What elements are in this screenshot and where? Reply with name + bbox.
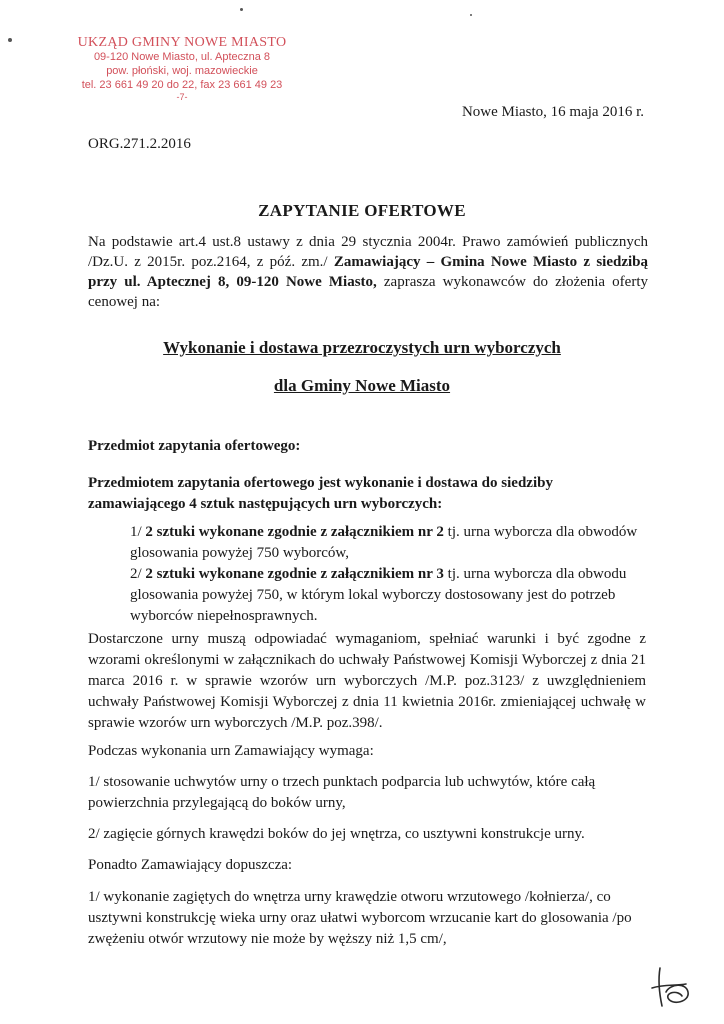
list-item [130,522,646,564]
item-number: 1/ [130,524,146,540]
reference-number: ORG.271.2.2016 [88,136,191,152]
intro-client-bold: Zamawiający – Gmina Nowe Miasto z siedzibą przy ul. Aptecznej 8, 09-120 Nowe Miasto, [88,254,648,290]
stamp-office-name: UKZĄD GMINY NOWE MIASTO [77,35,287,50]
subject-title-line1: Wykonanie i dostawa przezroczystych urn wyborczych [163,338,561,357]
requirement-2: 2/ zagięcie górnych krawędzi boków do jej wnętrza, co usztywni konstrukcje urny. [88,826,585,842]
allowance-1: 1/ wykonanie zagiętych do wnętrza urny krawędzie otworu wrzutowego /kołnierza/, co usztywni konstrukcję wieka urny oraz ułatwi wyborcom wrzucanie kart do glosowania /po zwężeniu otwór wrzutowy nie może by węższy niż 1,5 cm/, [88,889,632,947]
item-bold: 2 sztuki wykonane zgodnie z załącznikiem nr 2 [145,524,444,540]
delivery-paragraph: Dostarczone urny muszą odpowiadać wymaganiom, spełniać warunki i być zgodne z wzorami określonymi w załącznikach do uchwały Państwowej Komisji Wyborczej z dnia 21 marca 2016 r. w sprawie wzorów urn wyborczych /M.P. poz.3123/ z uwzględnieniem uchwały Państwowej Komisji Wyborczej z dnia 11 kwietnia 2016r. zmieniającej uchwałę w sprawie wzorów urn wyborczych /M.P. poz.398/. [88,631,646,731]
item-text: tj. urna wyborcza dla obwodu glosowania powyżej 750, w którym lokal wyborczy dostosowany jest do potrzeb wyborców niepełnosprawnych. [130,566,627,624]
stamp-phone: tel. 23 661 49 20 do 22, fax 23 661 49 23 [81,79,283,91]
list-item [130,564,646,627]
place-and-date: Nowe Miasto, 16 maja 2016 r. [461,104,644,120]
requirements-heading: Podczas wykonania urn Zamawiający wymaga: [88,743,374,759]
stamp-mark: -7- [176,92,188,102]
signature-initials [642,962,702,1010]
intro-text: Na podstawie art.4 ust.8 ustawy z dnia 29 stycznia 2004r. Prawo zamówień publicznych /Dz.U. z 2015r. poz.2164, z póź. zm./ [88,234,648,270]
subject-description: Przedmiotem zapytania ofertowego jest wykonanie i dostawa do siedziby zamawiającego 4 sztuk następujących urn wyborczych: [88,475,553,512]
intro-paragraph [88,232,648,312]
item-list [130,522,646,627]
scan-speck [240,8,243,11]
requirement-1: 1/ stosowanie uchwytów urny o trzech punktach podparcia lub uchwytów, które całą powierzchnia przylegającą do boków urny, [88,774,596,811]
stamp-county: pow. płoński, woj. mazowieckie [106,65,258,77]
item-bold: 2 sztuki wykonane zgodnie z załącznikiem nr 3 [145,566,444,582]
document-title: ZAPYTANIE OFERTOWE [258,201,466,220]
subject-title-line2: dla Gminy Nowe Miasto [273,376,451,395]
subject-heading: Przedmiot zapytania ofertowego: [88,438,301,454]
intro-invitation: zaprasza wykonawców do złożenia oferty cenowej na: [88,274,648,310]
permits-heading: Ponadto Zamawiający dopuszcza: [88,857,293,873]
item-text: tj. urna wyborcza dla obwodów glosowania powyżej 750 wyborców, [130,524,638,561]
stamp-address: 09-120 Nowe Miasto, ul. Apteczna 8 [93,51,271,63]
scan-speck [470,14,472,16]
item-number: 2/ [130,566,146,582]
scan-speck [8,38,12,42]
office-stamp [72,36,292,102]
